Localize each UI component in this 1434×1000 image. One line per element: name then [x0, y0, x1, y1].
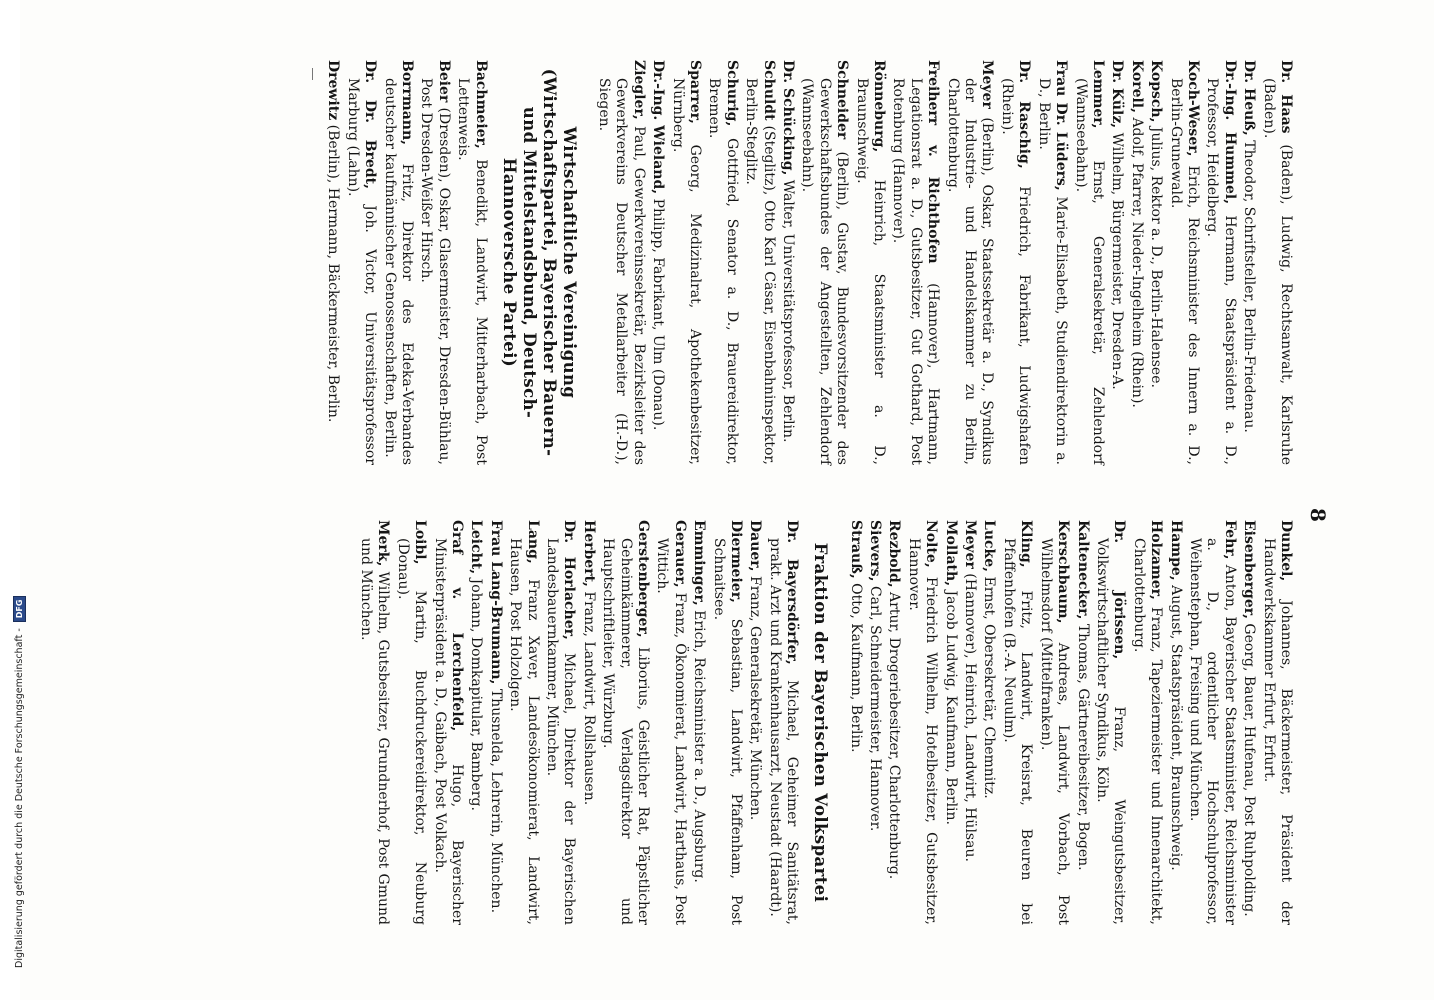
member-entry — [579, 520, 596, 925]
member-name: Frau Lang-Brumann, — [487, 520, 504, 685]
member-name: Sievers, — [867, 520, 884, 582]
member-entry — [380, 60, 415, 465]
member-details: Fritz, Landwirt, Kreisrat, Beuren bei Pfaffenhofen (B.-A. Neuulm). — [1000, 538, 1035, 925]
member-details: (Baden), Ludwig, Rechtsanwalt, Karlsruhe (Baden). — [1260, 78, 1294, 465]
member-details: (Hannover), Heinrich, Landwirt, Hülsau. — [962, 568, 979, 862]
member-name: Lemmer, — [1089, 60, 1106, 129]
member-details: Erich, Reichsminister a. D., Augsburg. — [691, 605, 708, 883]
member-name: Borrmann, — [398, 60, 415, 146]
member-entry — [393, 520, 428, 925]
member-entry — [885, 520, 902, 925]
member-name: Dr. Haas — [1278, 60, 1294, 134]
member-name: Rönneburg, — [871, 60, 888, 153]
member-name: Frau Dr. Lüders, — [1053, 60, 1070, 191]
member-entry — [1259, 520, 1294, 925]
member-details: Liborius, Geistlicher Rat, Päpstlicher Geheimkämmerer, Verlagsdirektor und Hauptschriftleiter, Würzburg. — [600, 538, 651, 925]
member-name: Freiherr v. Richthofen — [925, 60, 942, 264]
member-name: Kerschbaum, — [1055, 520, 1072, 624]
member-entry — [765, 520, 800, 925]
member-name: Bachmeier, — [472, 60, 489, 149]
member-details: Johann, Domkapitular, Bamberg. — [468, 574, 485, 811]
member-name: Dr. Horlacher, — [561, 520, 578, 640]
member-details: Carl, Schneidermeister, Hannover. — [867, 581, 884, 832]
member-details: Marie-Elisabeth, Studiendirektorin a. D., Berlin. — [1035, 78, 1070, 465]
member-name: Beier — [435, 60, 452, 103]
member-details: (Dresden), Oskar, Glasermeister, Dresden-Bühlau, Post Dresden-Weißer Hirsch. — [418, 78, 452, 465]
member-name: Leicht, — [468, 520, 485, 575]
member-entry — [506, 520, 541, 925]
right-column-section-members — [357, 520, 801, 925]
member-name: Koch-Weser, — [1184, 60, 1201, 157]
member-details: Franz, Ökonomierat, Landwirt, Harthaus, Post Wittich. — [654, 538, 688, 925]
member-details: Franz, Tapeziermeister und Innenarchitekt, Charlottenburg. — [1130, 538, 1165, 925]
member-name: Loibl, — [412, 520, 429, 565]
member-details: Paul, Gewerkvereinssekretär, Bezirksleiter des Gewerkvereins Deutscher Metallarbeiter (H.-D.), Siegen. — [595, 78, 647, 465]
member-details: Andreas, Landwirt, Vorbach, Post Wilhelmsdorf (Mittelfranken). — [1037, 538, 1072, 925]
member-details: Franz, Landwirt, Rollshausen. — [580, 586, 597, 806]
member-entry — [357, 520, 392, 925]
member-details: (Steglitz), Otto Karl Cäsar, Eisenbahninspektor, Berlin-Steglitz. — [743, 78, 777, 465]
member-details: Martin, Buchdruckereidirektor, Neuburg (Donau). — [394, 538, 429, 925]
member-entry — [846, 520, 863, 925]
member-name: Dr. Bayersdörfer, — [784, 520, 801, 665]
member-name: Gerstenberger, — [635, 520, 651, 638]
member-entry — [454, 60, 489, 465]
member-entry — [1071, 60, 1106, 465]
member-details: Theodor, Schriftsteller, Berlin-Friedenau. — [1241, 135, 1258, 433]
member-entry — [1147, 60, 1164, 465]
member-entry — [705, 60, 740, 465]
member-name: Dr. Raschig, — [1016, 60, 1033, 169]
member-entry — [1166, 520, 1183, 925]
member-entry — [866, 520, 883, 925]
member-entry — [343, 60, 378, 465]
right-column-members — [846, 520, 1294, 925]
member-details: Franz, Weingutsbesitzer, Volkswirtschaftlicher Syndikus, Köln. — [1093, 538, 1128, 925]
member-name: Drewitz — [325, 60, 342, 121]
member-entry — [1073, 520, 1090, 925]
member-entry — [1203, 60, 1238, 465]
member-entry — [1127, 60, 1144, 465]
member-entry — [653, 520, 688, 925]
member-name: Mollath, — [942, 520, 959, 587]
member-name: Hampe, — [1167, 520, 1184, 581]
member-entry — [779, 60, 796, 465]
member-entry — [1108, 60, 1125, 465]
member-details: (Berlin), Oskar, Staatssekretär a. D., Syndikus der Industrie- und Handelskammer zu Berlin, Charlottenburg. — [944, 78, 996, 465]
member-name: Dr. Dr. Bredt, — [362, 60, 379, 189]
member-entry — [1036, 520, 1071, 925]
member-details: Hugo, Bayerischer Ministerpräsident a. D., Gaibach, Post Volkach. — [431, 538, 465, 925]
member-name: Schneider — [834, 60, 851, 140]
member-entry — [467, 520, 484, 925]
member-details: August, Staatspräsident, Braunschweig. — [1167, 580, 1184, 871]
member-name: Nolte, — [923, 520, 940, 568]
member-entry — [889, 60, 941, 465]
member-entry — [998, 60, 1033, 465]
member-details: Friedrich, Fabrikant, Ludwigshafen (Rhein). — [998, 78, 1033, 465]
member-details: Sebastian, Landwirt, Pfaffenham, Post Schnaitsee. — [710, 538, 745, 925]
member-name: Dunkel, — [1278, 520, 1294, 582]
member-name: Sparrer, — [687, 60, 703, 124]
dfg-footer — [13, 596, 26, 968]
member-details: Heinrich, Staatsminister a. D., Braunschweig. — [853, 78, 888, 465]
member-details: Otto, Kaufmann, Berlin. — [847, 578, 864, 753]
member-details: Jacob Ludwig, Kaufmann, Berlin. — [942, 586, 959, 825]
member-name: Kling, — [1018, 520, 1035, 568]
member-entry — [543, 520, 578, 925]
member-details: Wilhelm, Bürgermeister, Dresden-A. — [1109, 128, 1126, 390]
member-entry — [904, 520, 939, 925]
section-title-bayerische-volkspartei: Fraktion der Bayerischen Volkspartei — [811, 542, 831, 903]
member-details: Georg, Medizinalrat, Apothekenbesitzer, Nürnberg. — [669, 78, 703, 465]
dfg-logo-icon: DFG — [13, 596, 26, 623]
member-details: (Berlin), Gustav, Bundesvorsitzender des Gewerkschaftsbundes der Angestellten, Zehlendorf (Wannseebahn). — [799, 78, 851, 465]
member-entry — [1000, 520, 1035, 925]
member-name: Gerauer, — [671, 520, 688, 588]
member-details: Michael, Direktor der Bayerischen Landesbauernkammer, München. — [543, 538, 578, 925]
member-entry — [486, 520, 503, 925]
member-entry — [595, 60, 647, 465]
member-entry — [798, 60, 850, 465]
right-column — [355, 520, 1295, 925]
member-entry — [1240, 60, 1257, 465]
member-entry — [599, 520, 651, 925]
member-entry — [690, 520, 707, 925]
member-entry — [1166, 60, 1201, 465]
footer-text: Digitalisierung gefördert durch die Deutsche Forschungsgemeinschaft - — [14, 628, 25, 968]
member-name: Dr.-Ing. Wieland, — [650, 60, 667, 195]
member-name: Merk, — [375, 520, 392, 567]
member-name: Lang, — [524, 520, 541, 564]
member-entry — [1034, 60, 1069, 465]
member-name: Dr. Külz, — [1109, 60, 1126, 129]
member-entry — [417, 60, 452, 465]
member-name: Dr. Heuß, — [1241, 60, 1258, 136]
member-name: Lucke, — [981, 520, 998, 573]
left-column — [322, 60, 1294, 465]
member-entry — [852, 60, 887, 465]
member-name: Korell, — [1128, 60, 1145, 113]
member-details: Benedikt, Landwirt, Mitterharbach, Post Lettenweis. — [455, 78, 489, 465]
member-name: Holzamer, — [1148, 520, 1165, 600]
section-title-wirtschaftliche-vereinigung: Wirtschaftliche Vereinigung (Wirtschaftspartei, Bayerischer Bauern- und Mittelstandsbund, Deutsch-Hannoversche Partei) — [499, 68, 579, 457]
member-name: Emminger, — [691, 520, 708, 606]
member-details: Friedrich Wilhelm, Hotelbesitzer, Gutsbesitzer, Hannover. — [905, 538, 940, 925]
margin-mark — [312, 68, 313, 80]
member-details: Gottfried, Senator a. D., Brauereidirektor, Bremen. — [706, 78, 740, 465]
member-details: Johannes, Bäckermeister, Präsident der Handwerkskammer Erfurt, Erfurt. — [1260, 538, 1294, 925]
member-details: Thusnelda, Lehrerin, München. — [487, 684, 504, 914]
member-entry — [941, 520, 958, 925]
member-name: Kopsch, — [1148, 60, 1165, 123]
member-details: Ernst, Generalsekretär, Zehlendorf (Wannseebahn). — [1072, 78, 1106, 465]
member-name: Meyer — [962, 520, 979, 569]
member-name: Kaltenecker, — [1074, 520, 1091, 620]
member-details: Wilhelm, Gutsbesitzer, Grundnerhof, Post Gmund und München. — [357, 538, 392, 925]
left-column-section-members — [324, 60, 489, 465]
member-details: Fritz, Direktor des Edeka-Verbandes deutscher kaufmännischer Genossenschaften, Berlin. — [381, 78, 415, 465]
member-entry — [742, 60, 777, 465]
member-name: Meyer — [979, 60, 996, 109]
member-name: Fehr, — [1221, 520, 1238, 560]
member-name: Strauß, — [847, 520, 864, 579]
member-name: Dr. Schücking, — [780, 60, 797, 176]
member-details: Artur, Drogeriebesitzer, Charlottenburg. — [886, 587, 903, 880]
member-entry — [746, 520, 763, 925]
member-entry — [980, 520, 997, 925]
member-name: Schurig, — [723, 60, 740, 127]
member-details: Philipp, Fabrikant, Ulm (Donau). — [650, 194, 667, 431]
member-entry — [1259, 60, 1294, 465]
member-details: Erich, Reichsminister des Innern a. D., Berlin-Grunewald. — [1167, 78, 1201, 465]
member-name: Dauer, — [747, 520, 764, 572]
member-entry — [1186, 520, 1238, 925]
member-details: Hermann, Staatspräsident a. D., Professor, Heidelberg. — [1204, 78, 1238, 465]
member-entry — [324, 60, 341, 465]
member-name: Ziegler, — [630, 60, 647, 120]
member-details: Thomas, Gärtnereibesitzer, Bogen. — [1074, 619, 1091, 871]
member-entry — [709, 520, 744, 925]
member-details: Julius, Rektor a. D., Berlin-Halensee. — [1148, 122, 1165, 388]
member-details: (Berlin), Hermann, Bäckermeister, Berlin. — [325, 120, 342, 423]
member-name: Herbert, — [580, 520, 597, 587]
member-name: Rezbold, — [886, 520, 903, 588]
member-entry — [1129, 520, 1164, 925]
member-details: Georg, Bauer, Hufenau, Post Ruhpolding. — [1241, 618, 1258, 917]
member-entry — [1240, 520, 1257, 925]
member-details: Michael, Geheimer Sanitätsrat, prakt. Arzt und Krankenhausarzt, Neustadt (Haardt). — [766, 538, 801, 925]
member-details: Adolf, Pfarrer, Nieder-Ingelheim (Rhein). — [1128, 113, 1145, 408]
member-entry — [668, 60, 703, 465]
member-name: Eisenberger, — [1241, 520, 1258, 619]
member-entry — [430, 520, 465, 925]
member-details: Ernst, Obersekretär, Chemnitz. — [981, 572, 998, 799]
member-details: Walter, Universitätsprofessor, Berlin. — [780, 175, 797, 443]
member-details: Joh. Victor, Universitätsprofessor Marburg (Lahn). — [344, 78, 379, 465]
member-name: Dr.-Ing. Hummel, — [1221, 60, 1238, 205]
member-entry — [943, 60, 995, 465]
page-number: 8 — [1306, 508, 1330, 522]
member-details: Franz, Generalsekretär, München. — [747, 571, 764, 821]
member-entry — [961, 520, 978, 925]
member-name: Schuldt — [760, 60, 777, 121]
left-column-members — [595, 60, 1294, 465]
member-name: Dr. Jörissen, — [1111, 520, 1128, 660]
member-details: Anton, Bayerischer Staatsminister, Reichsminister a. D., ordentlicher Hochschulprofessor, Weihenstephan, Freising und München. — [1186, 538, 1238, 925]
member-entry — [1093, 520, 1128, 925]
member-name: Diermeier, — [728, 520, 745, 603]
member-entry — [649, 60, 666, 465]
footer-strip — [0, 0, 25, 1000]
member-details: (Hannover), Hartmann, Legationsrat a. D., Gutsbesitzer, Gut Gothard, Post Rotenburg (Hannover). — [890, 78, 942, 465]
rotated-page-content — [120, 60, 1330, 960]
member-details: Franz Xaver, Landesökonomierat, Landwirt, Hausen, Post Holzolgen. — [507, 538, 541, 925]
member-name: Graf v. Lerchenfeld, — [448, 520, 465, 732]
